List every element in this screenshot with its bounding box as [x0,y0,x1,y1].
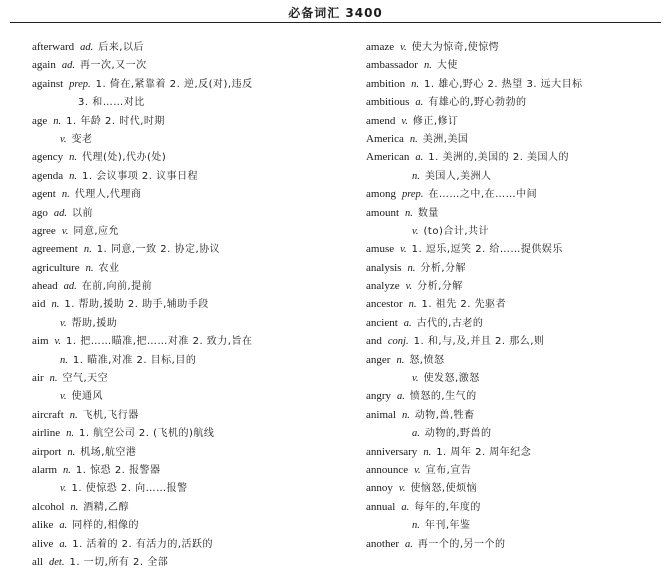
part-of-speech: v. [405,281,413,293]
part-of-speech: det. [49,556,65,568]
part-of-speech: n. [69,409,78,421]
definition: 使恼怒,使烦恼 [410,483,478,495]
part-of-speech: n. [396,354,405,366]
dictionary-entry [366,56,666,74]
part-of-speech: v. [401,115,408,127]
part-of-speech: n. [49,373,58,385]
part-of-speech: n. [63,464,71,476]
definition: 代理人,代理商 [74,189,142,201]
entry-continuation [366,369,666,387]
dictionary-entry [32,443,332,461]
headword: analyze [366,280,400,293]
entry-continuation [366,516,666,534]
headword: agreement [32,243,78,256]
dictionary-entry [366,240,666,258]
part-of-speech: a. [403,317,412,329]
headword: anger [366,353,391,366]
definition: 美国人,美洲人 [424,170,492,182]
entry-continuation [32,479,332,497]
headword: aid [32,298,46,311]
definition: 1. 祖先 2. 先驱者 [421,299,507,311]
part-of-speech: n. [411,78,419,90]
definition: 美洲,美国 [422,133,469,145]
definition: 在……之中,在……中间 [428,189,538,201]
left-column [32,38,332,571]
headword: agency [32,151,64,164]
dictionary-entry [366,93,666,111]
headword: analysis [366,261,402,274]
part-of-speech: v. [412,373,419,385]
definition: 1. 和,与,及,并且 2. 那么,则 [413,336,545,348]
headword: amend [366,114,396,127]
dictionary-entry [32,259,332,277]
definition: 帮助,援助 [71,317,118,329]
dictionary-entry [32,369,332,387]
definition: 使大为惊奇,使惊愕 [411,42,500,53]
entry-continuation [366,167,666,185]
part-of-speech: ad. [63,281,77,293]
definition: 1. 使惊恐 2. 向……报警 [71,483,188,495]
definition: 1. 同意,一致 2. 协定,协议 [96,244,221,256]
definition: 在前,向前,提前 [81,281,153,293]
dictionary-entry [32,56,332,74]
part-of-speech: n. [66,428,74,440]
definition: 机场,航空港 [80,446,137,458]
part-of-speech: n. [407,262,416,274]
dictionary-entry [366,498,666,516]
dictionary-entry [32,424,332,442]
definition: 再一次,又一次 [79,60,147,72]
definition: 同样的,相像的 [72,520,139,532]
dictionary-entry [366,387,666,405]
definition: 每年的,年度的 [414,501,481,513]
headword: America [366,132,404,145]
dictionary-entry [32,222,332,240]
dictionary-entry [366,75,666,93]
definition: 1. 航空公司 2. (飞机的)航线 [78,428,215,440]
definition: 再一个的,另一个的 [417,538,506,550]
part-of-speech: v. [400,244,407,256]
dictionary-entry [32,75,332,93]
part-of-speech: n. [423,446,432,458]
entry-continuation [32,130,332,148]
definition: 1. 惊恐 2. 报警器 [75,464,161,476]
definition: 1. 倚在,紧靠着 2. 逆,反(对),违反 [95,78,253,90]
definition: 飞机,飞行器 [82,409,139,421]
dictionary-entry [366,314,666,332]
part-of-speech: v. [60,133,67,145]
part-of-speech: n. [83,244,92,256]
headword: American [366,151,410,164]
definition: 1. 美洲的,美国的 2. 美国人的 [428,152,570,164]
dictionary-entry [32,240,332,258]
headword: aircraft [32,408,64,421]
headword: agree [32,224,56,237]
entry-continuation [32,93,332,111]
headword: amount [366,206,399,219]
dictionary-entry [32,167,332,185]
definition: 大使 [436,60,458,72]
headword: alarm [32,463,58,476]
headword: alive [32,537,54,550]
part-of-speech: ad. [61,60,75,72]
definition: 同意,应允 [73,225,120,237]
dictionary-entry [32,332,332,350]
definition: 变老 [71,133,93,145]
dictionary-entry [32,553,332,571]
dictionary-entry [32,498,332,516]
part-of-speech: n. [412,520,420,532]
dictionary-entry [32,461,332,479]
headword: amaze [366,41,395,53]
definition: 使通风 [71,391,104,403]
definition: 年刊,年鉴 [424,520,471,532]
headword: angry [366,390,392,403]
dictionary-entry [366,406,666,424]
headword: age [32,114,48,127]
definition: 古代的,古老的 [416,317,484,329]
headword: all [32,555,43,568]
headword: ago [32,206,48,219]
entry-continuation [366,222,666,240]
dictionary-entry [366,351,666,369]
part-of-speech: n. [423,60,432,72]
headword: agriculture [32,261,80,274]
dictionary-entry [366,112,666,130]
headword: agent [32,188,56,201]
definition: 使发怒,激怒 [423,373,480,385]
part-of-speech: v. [61,225,69,237]
part-of-speech: n. [60,354,68,366]
part-of-speech: v. [54,336,62,348]
part-of-speech: n. [70,501,79,513]
part-of-speech: a. [412,428,420,440]
part-of-speech: v. [414,464,421,476]
headword: animal [366,408,396,421]
definition: (to)合计,共计 [423,225,490,237]
definition: 酒精,乙醇 [83,501,129,513]
page-header [0,0,671,24]
part-of-speech: n. [51,299,60,311]
headword: ambitious [366,96,410,109]
definition: 分析,分解 [417,281,463,293]
entry-continuation [32,351,332,369]
definition: 数量 [417,207,439,219]
dictionary-entry [366,148,666,166]
part-of-speech: a. [401,501,410,513]
dictionary-entry [366,277,666,295]
definition: 动物,兽,牲畜 [414,409,475,421]
headword: against [32,77,64,90]
part-of-speech: n. [53,115,62,127]
part-of-speech: a. [397,391,405,403]
headword: ambition [366,77,406,90]
definition: 修正,修订 [412,115,459,127]
headword: afterward [32,41,75,53]
dictionary-entry [32,185,332,203]
dictionary-entry [32,406,332,424]
part-of-speech: n. [69,170,78,182]
definition: 农业 [98,262,120,274]
definition: 代理(处),代办(处) [82,152,167,164]
definition: 3. 和……对比 [78,97,145,109]
dictionary-entry [366,461,666,479]
part-of-speech: v. [400,42,407,53]
definition: 宣布,宣告 [425,464,472,476]
dictionary-entry [32,204,332,222]
part-of-speech: n. [401,409,410,421]
dictionary-entry [32,535,332,553]
part-of-speech: ad. [80,42,94,53]
dictionary-entry [32,148,332,166]
headword: agenda [32,169,64,182]
headword: annoy [366,482,393,495]
definition: 1. 雄心,野心 2. 热望 3. 远大目标 [423,78,583,90]
entry-continuation [32,387,332,405]
definition: 1. 年龄 2. 时代,时期 [66,115,165,127]
dictionary-entry [32,277,332,295]
headword: and [366,335,382,348]
dictionary-entry [366,295,666,313]
entry-continuation [32,314,332,332]
part-of-speech: a. [415,152,424,164]
part-of-speech: n. [61,189,70,201]
page-title: 必备词汇 3400 [288,6,383,20]
definition: 1. 把……瞄准,把……对准 2. 致力,旨在 [66,336,253,348]
entry-continuation [366,424,666,442]
definition: 动物的,野兽的 [424,428,492,440]
part-of-speech: a. [59,520,68,532]
headword: air [32,372,44,385]
part-of-speech: n. [408,299,417,311]
dictionary-entry [366,479,666,497]
definition: 1. 会议事项 2. 议事日程 [82,170,199,182]
dictionary-entry [366,130,666,148]
headword: airport [32,445,62,458]
definition: 空气,天空 [62,373,109,385]
dictionary-entry [366,38,666,56]
dictionary-entry [366,535,666,553]
headword: ancestor [366,298,403,311]
headword: again [32,59,56,72]
part-of-speech: n. [412,170,420,182]
headword: ambassador [366,59,418,72]
dictionary-entry [366,185,666,203]
definition: 1. 帮助,援助 2. 助手,辅助手段 [64,299,209,311]
definition: 怒,愤怒 [409,354,445,366]
part-of-speech: n. [405,207,413,219]
definition: 分析,分解 [420,262,467,274]
definition: 1. 瞄准,对准 2. 目标,目的 [72,354,197,366]
part-of-speech: n. [409,133,418,145]
part-of-speech: a. [59,538,68,550]
right-column [366,38,666,553]
headword: anniversary [366,445,418,458]
dictionary-entry [32,516,332,534]
dictionary-entry [32,295,332,313]
dictionary-entry [366,332,666,350]
dictionary-entry [32,38,332,56]
dictionary-entry [366,443,666,461]
definition: 后来,以后 [98,42,144,53]
headword: another [366,537,399,550]
dictionary-entry [32,112,332,130]
header-rule [10,22,661,23]
part-of-speech: v. [60,391,67,403]
definition: 1. 逗乐,逗笑 2. 给……提供娱乐 [411,244,563,256]
part-of-speech: v. [60,317,67,329]
headword: among [366,188,396,201]
definition: 有雄心的,野心勃勃的 [428,97,527,109]
part-of-speech: v. [60,483,67,495]
headword: ancient [366,316,398,329]
definition: 愤怒的,生气的 [409,391,477,403]
headword: airline [32,427,61,440]
part-of-speech: v. [398,483,406,495]
definition: 1. 活着的 2. 有活力的,活跃的 [72,538,214,550]
headword: amuse [366,243,395,256]
definition: 1. 周年 2. 周年纪念 [436,446,532,458]
part-of-speech: n. [67,446,76,458]
part-of-speech: v. [412,225,419,237]
part-of-speech: prep. [69,78,91,90]
part-of-speech: conj. [387,336,409,348]
headword: alike [32,519,54,532]
part-of-speech: ad. [53,207,68,219]
dictionary-entry [366,204,666,222]
headword: aim [32,335,49,348]
part-of-speech: prep. [401,189,424,201]
headword: announce [366,463,409,476]
part-of-speech: n. [69,152,78,164]
definition: 1. 一切,所有 2. 全部 [69,556,169,568]
definition: 以前 [72,207,94,219]
part-of-speech: a. [404,538,413,550]
part-of-speech: n. [85,262,94,274]
dictionary-entry [366,259,666,277]
headword: annual [366,500,396,513]
part-of-speech: a. [415,97,424,109]
headword: alcohol [32,500,65,513]
headword: ahead [32,280,58,293]
